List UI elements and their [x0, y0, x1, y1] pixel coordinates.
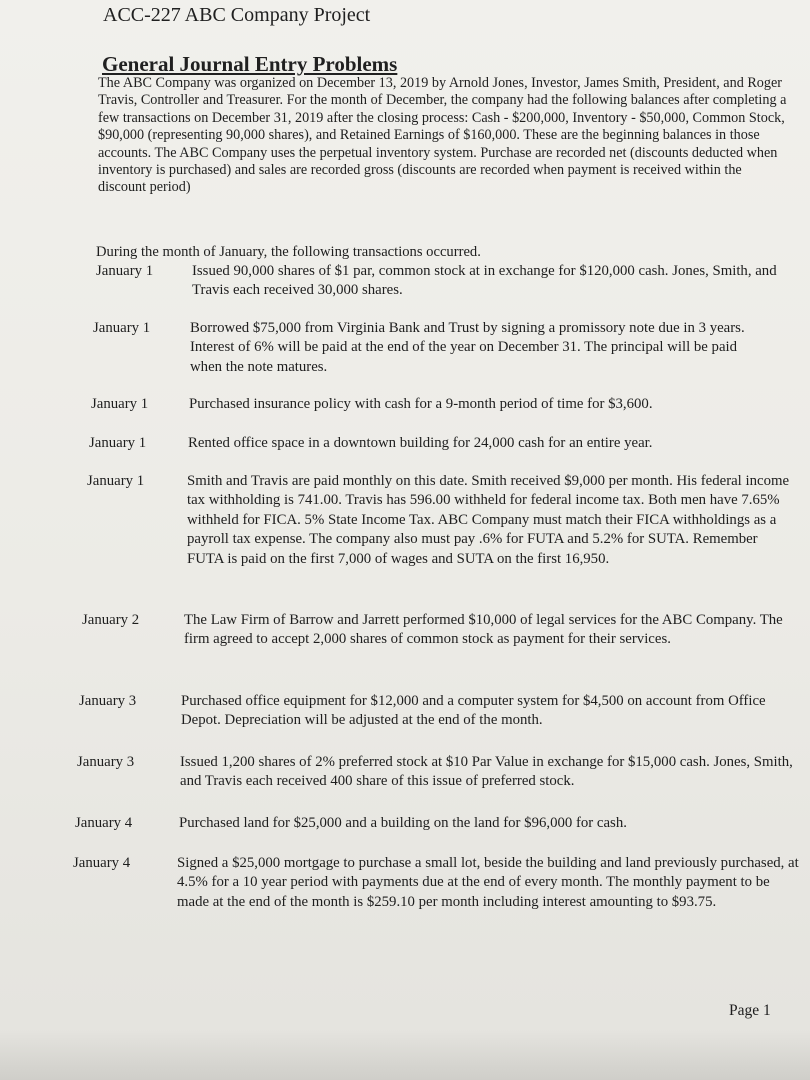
transaction-description: Smith and Travis are paid monthly on this date. Smith received $9,000 per month. His federal income tax withholding is 741.00. Travis has 596.00 withheld for federal income tax. Both men have 7.65% withheld for FICA. 5% State Income Tax. ABC Company must match their FICA withholdings as a payroll tax expense. The company also must pay .6% for FUTA and 5.2% for SUTA. Remember FUTA is paid on the first 7,000 of wages and SUTA on the first 16,950.: [187, 473, 790, 567]
transaction-date: January 4: [75, 815, 133, 831]
page-bottom-shadow: [0, 1030, 810, 1080]
transaction-description: Purchased land for $25,000 and a building on the land for $96,000 for cash.: [179, 815, 627, 831]
transaction-date: January 2: [82, 612, 140, 628]
transaction-date: January 3: [79, 693, 137, 709]
transaction-date: January 1: [96, 263, 154, 279]
section-title: General Journal Entry Problems: [102, 52, 398, 76]
transaction-description: The Law Firm of Barrow and Jarrett performed $10,000 of legal services for the ABC Company. The firm agreed to accept 2,000 shares of common stock as payment for their services.: [184, 612, 783, 648]
transaction-date: January 3: [77, 754, 135, 770]
transaction-description: Purchased office equipment for $12,000 and a computer system for $4,500 on account from Office Depot. Depreciation will be adjusted at the end of the month.: [181, 693, 766, 729]
transaction-description: Purchased insurance policy with cash for a 9-month period of time for $3,600.: [189, 396, 653, 412]
transactions-intro: During the month of January, the following transactions occurred.: [96, 244, 481, 260]
transaction-description: Signed a $25,000 mortgage to purchase a small lot, beside the building and land previously purchased, at 4.5% for a 10 year period with payments due at the end of every month. The monthly payment to be made at the end of the month is $259.10 per month including interest amounting to $93.75.: [177, 855, 799, 910]
transaction-date: January 1: [87, 473, 145, 489]
transaction-description: Issued 90,000 shares of $1 par, common stock at in exchange for $120,000 cash. Jones, Smith, and Travis each received 30,000 shares.: [192, 263, 777, 299]
transaction-description: Issued 1,200 shares of 2% preferred stock at $10 Par Value in exchange for $15,000 cash. Jones, Smith, and Travis each received 400 share of this issue of preferred stock.: [180, 754, 793, 790]
transaction-date: January 1: [91, 396, 149, 412]
transaction-description: Borrowed $75,000 from Virginia Bank and Trust by signing a promissory note due in 3 years. Interest of 6% will be paid at the end of the year on December 31. The principal will be paid when the note matures.: [190, 320, 745, 375]
intro-paragraph: The ABC Company was organized on December 13, 2019 by Arnold Jones, Investor, James Smith, President, and Roger Travis, Controller and Treasurer. For the month of December, the company had the following balances after completing a few transactions on December 31, 2019 after the closing process: Cash - $200,000, Inventory - $50,000, Common Stock, $90,000 (representing 90,000 shares), and Retained Earnings of $160,000. These are the beginning balances in those accounts. The ABC Company uses the perpetual inventory system. Purchase are recorded net (discounts deducted when inventory is purchased) and sales are recorded gross (discounts are recorded when payment is received within the discount period): [98, 75, 787, 196]
transaction-description: Rented office space in a downtown building for 24,000 cash for an entire year.: [188, 435, 653, 451]
transaction-date: January 4: [73, 855, 131, 871]
course-header: ACC-227 ABC Company Project: [103, 4, 371, 26]
transaction-date: January 1: [93, 320, 151, 336]
transaction-date: January 1: [89, 435, 147, 451]
page-number: Page 1: [729, 1002, 771, 1019]
